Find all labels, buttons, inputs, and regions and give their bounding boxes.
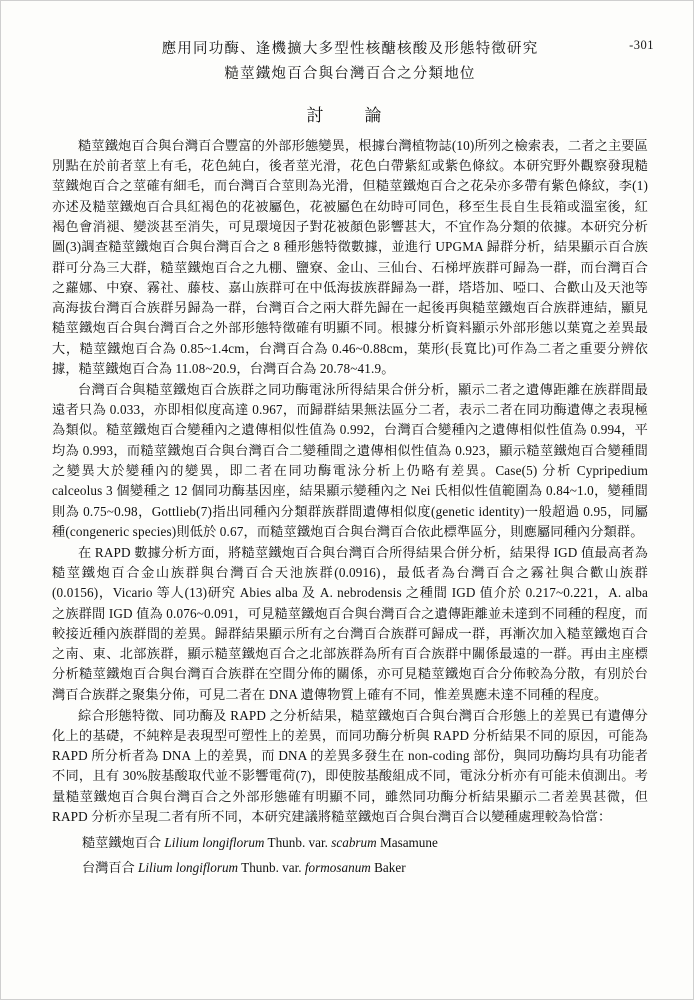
species-authority-2: Baker <box>370 859 406 875</box>
species-mid-1: Thunb. var. <box>264 835 332 851</box>
section-heading-discussion: 討 論 <box>306 105 394 125</box>
species-line-formosanum <box>52 858 648 879</box>
paper-title-line-1: 應用同功酶、逢機擴大多型性核醣核酸及形態特徵研究 <box>161 41 539 57</box>
paragraph-1: 糙莖鐵炮百合與台灣百合豐富的外部形態變異，根據台灣植物誌(10)所列之檢索表，二者之主要區別點在於前者莖上有毛，花色純白，後者莖光滑，花色白帶紫紅或紫色條紋。本研究野外觀察發現糙莖鐵炮百合之莖確有細毛，而台灣百合莖則為光滑，但糙莖鐵炮百合之花朵亦多帶有紫色條紋，李(1)亦述及糙莖鐵炮百合具紅褐色的花被屬色，花被屬色在幼時可同色，移至生長自生長箱或溫室後，紅褐色會消褪、變淡甚至消失，可見環境因子對花被顏色影響甚大，不宜作為分類的依據。本研究分析圖(3)調查糙莖鐵炮百合與台灣百合之 8 種形態特徵數據，並進行 UPGMA 歸群分析，結果顯示百合族群可分為三大群，糙莖鐵炮百合之九棚、鹽寮、金山、三仙台、石梯坪族群可歸為一群，而台灣百合之蘿娜、中寮、霧社、藤枝、嘉山族群可在中低海拔族群歸為一群，塔塔加、啞口、合歡山及天池等高海拔台灣百合族群另歸為一群，台灣百合之兩大群先歸在一起後再與糙莖鐵炮百合族群連結，顯見糙莖鐵炮百合與台灣百合之外部形態特徵確有明顯不同。根據分析資料顯示外部形態以葉寬之差異最大，糙莖鐵炮百合為 0.85~1.4cm，台灣百合為 0.46~0.88cm，葉形(長寬比)可作為二者之重要分辨依據，糙莖鐵炮百合為 11.08~20.9，台灣百合為 20.78~41.9。 <box>52 137 648 376</box>
species-prefix-1: 糙莖鐵炮百合 <box>82 835 165 851</box>
body-text <box>52 136 648 828</box>
paragraph-3: 在 RAPD 數據分析方面，將糙莖鐵炮百合與台灣百合所得結果合併分析，結果得 IGD 值最高者為糙莖鐵炮百合金山族群與台灣百合天池族群(0.0916)，最低者為台灣百合之霧社與合歡山族群(0.0156)，Vicario 等人(13)研究 Abies alba 及 A. nebrodensis 之種間 IGD 值介於 0.217~0.221，A. alba 之族群間 IGD 值為 0.076~0.091，可見糙莖鐵炮百合與台灣百合之遺傳距離並未達到不同種的程度，而較接近種內族群間的差異。歸群結果顯示所有之台灣百合族群可歸成一群，再漸次加入糙莖鐵炮百合之南、東、北部族群，顯示糙莖鐵炮百合之北部族群為所有百合族群中關係最遠的一群。再由主座標分析糙莖鐵炮百合與台灣百合族群在空間分佈的關係，亦可見糙莖鐵炮百合分佈較為分散，有別於台灣百合族群之聚集分佈，可見二者在 DNA 遺傳物質上確有不同，惟差異應未達不同種的程度。 <box>52 544 649 702</box>
species-line-scabrum <box>52 833 648 854</box>
species-prefix-2: 台灣百合 <box>82 859 139 875</box>
page-number: -301 <box>629 38 654 52</box>
species-binomial-2: Lilium longiflorum <box>138 859 239 875</box>
species-variety-2: formosanum <box>304 859 371 875</box>
paragraph-2: 台灣百合與糙莖鐵炮百合族群之同功酶電泳所得結果合併分析，顯示二者之遺傳距離在族群間最遠者只為 0.033，亦即相似度高達 0.967，而歸群結果無法區分二者，表示二者在同功酶遺傳之表現極為類似。糙莖鐵炮百合變種內之遺傳相似性值為 0.992，台灣百合變種內之遺傳相似性值為 0.994，平均為 0.993，而糙莖鐵炮百合與台灣百合二變種間之遺傳相似性值為 0.923，顯示糙莖鐵炮百合變種間之變異大於變種內的變異，即二者在同功酶電泳分析上仍略有差異。Case(5) 分析 Cypripedium calceolus 3 個變種之 12 個同功酶基因座，結果顯示變種內之 Nei 氏相似性值範圍為 0.84~1.0，變種間則為 0.75~0.98，Gottlieb(7)指出同種內分類群族群間遺傳相似度(genetic identity)一般超過 0.95，同屬種(congeneric species)則低於 0.67，而糙莖鐵炮百合與台灣百合依此標準區分，則應屬同種內分類群。 <box>52 381 648 539</box>
species-variety-1: scabrum <box>331 835 377 851</box>
species-binomial-1: Lilium longiflorum <box>164 835 265 851</box>
paragraph-4: 綜合形態特徵、同功酶及 RAPD 之分析結果，糙莖鐵炮百合與台灣百合形態上的差異已有遺傳分化上的基礎，不純粹是表現型可塑性上的差異，而同功酶分析與 RAPD 分析結果不同的原因，可能為 RAPD 所分析者為 DNA 上的差異，而 DNA 的差異多發生在 non-coding 部份，與同功酶均具有功能者不同，且有 30%胺基酸取代並不影響電荷(7)，即使胺基酸組成不同，電泳分析亦有可能未偵測出。考量糙莖鐵炮百合與台灣百合之外部形態確有明顯不同，雖然同功酶分析結果顯示二者差異甚微，但 RAPD 分析亦呈現二者有所不同，本研究建議將糙莖鐵炮百合與台灣百合以變種處理較為恰當： <box>52 707 648 825</box>
species-name-block <box>52 833 648 878</box>
species-authority-1: Masamune <box>376 835 438 851</box>
title-block <box>52 38 648 89</box>
species-mid-2: Thunb. var. <box>238 859 305 875</box>
paper-title-line-2: 糙莖鐵炮百合與台灣百合之分類地位 <box>224 66 476 83</box>
